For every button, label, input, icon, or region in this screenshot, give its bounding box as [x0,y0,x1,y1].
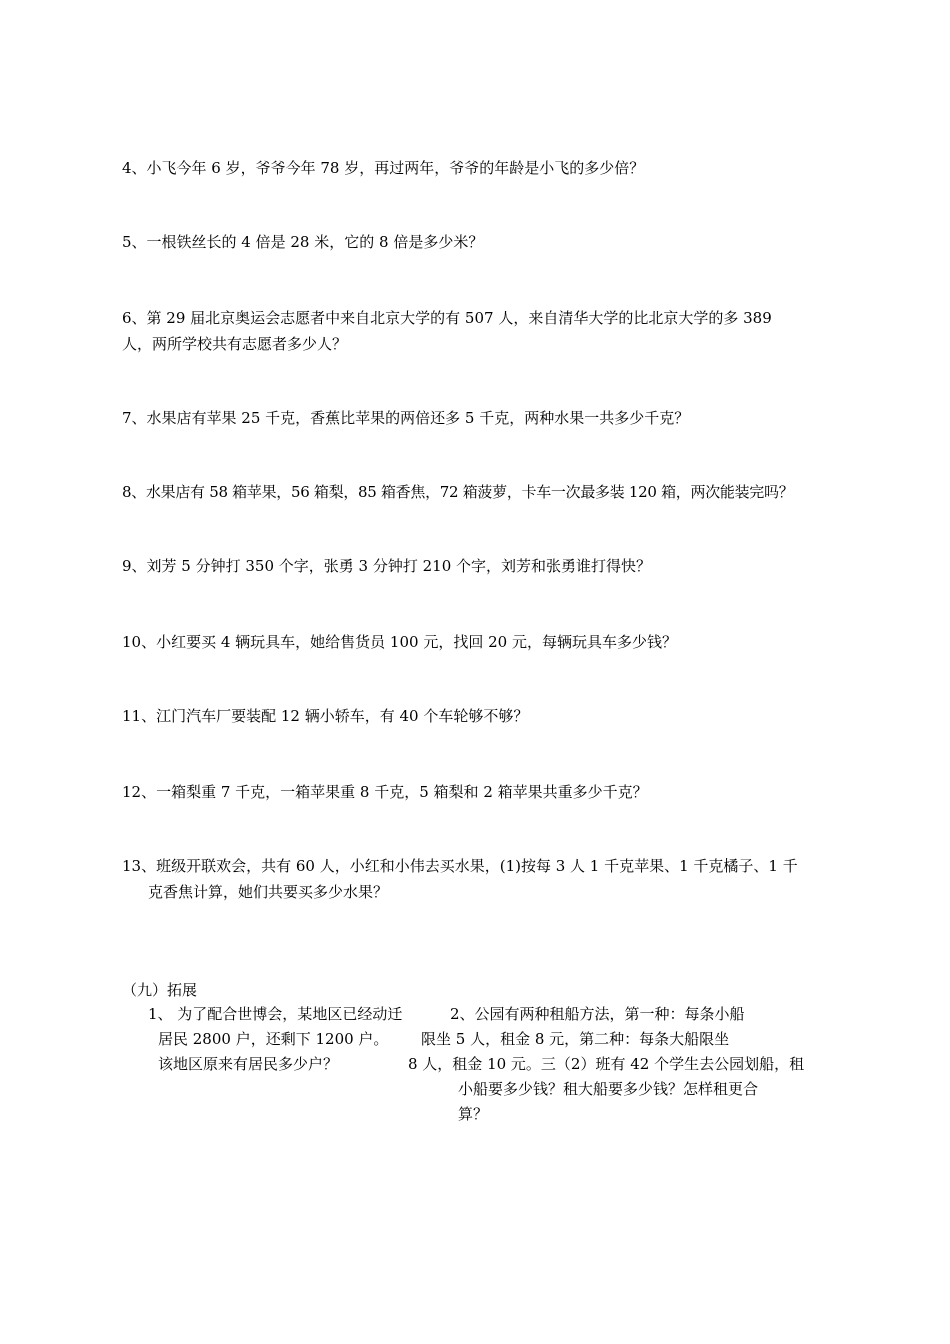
extension-q2-line-3: 8 人，租金 10 元。三（2）班有 42 个学生去公园划船，租 [408,1055,805,1073]
problem-13-line-1: 13、班级开联欢会，共有 60 人，小红和小伟去买水果，(1)按每 3 人 1 千克苹果、1 千克橘子、1 千 [122,857,798,875]
problem-11-line-1: 11、江门汽车厂要装配 12 辆小轿车，有 40 个车轮够不够？ [122,707,529,725]
problem-13-line-2: 克香焦计算，她们共要买多少水果？ [148,883,389,901]
problem-9-line-1: 9、刘芳 5 分钟打 350 个字，张勇 3 分钟打 210 个字，刘芳和张勇谁打得快？ [122,557,652,575]
extension-q2-line-4: 小船要多少钱？租大船要多少钱？怎样租更合 [458,1080,759,1098]
problem-6-line-2: 人，两所学校共有志愿者多少人？ [122,335,348,353]
extension-q1-line-1: 1、 为了配合世博会，某地区已经动迁 [148,1005,403,1023]
extension-q1-line-3: 该地区原来有居民多少户？ [158,1055,339,1073]
problem-12-line-1: 12、一箱梨重 7 千克，一箱苹果重 8 千克，5 箱梨和 2 箱苹果共重多少千克？ [122,783,648,801]
extension-q2-line-2: 限坐 5 人，租金 8 元，第二种：每条大船限坐 [421,1030,730,1048]
extension-q1-line-2: 居民 2800 户，还剩下 1200 户。 [158,1030,389,1048]
problem-5-line-1: 5、一根铁丝长的 4 倍是 28 米，它的 8 倍是多少米？ [122,233,484,251]
problem-6-line-1: 6、第 29 届北京奥运会志愿者中来自北京大学的有 507 人，来自清华大学的比北京大学的多 389 [122,309,772,327]
extension-q2-line-5: 算？ [458,1105,489,1123]
problem-4-line-1: 4、小飞今年 6 岁，爷爷今年 78 岁，再过两年，爷爷的年龄是小飞的多少倍？ [122,159,645,177]
extension-heading: （九）拓展 [122,981,198,999]
problem-10-line-1: 10、小红要买 4 辆玩具车，她给售货员 100 元，找回 20 元，每辆玩具车多少钱？ [122,633,677,651]
extension-q2-line-1: 2、公园有两种租船方法，第一种：每条小船 [450,1005,745,1023]
problem-7-line-1: 7、水果店有苹果 25 千克，香蕉比苹果的两倍还多 5 千克，两种水果一共多少千克？ [122,409,690,427]
problem-8-line-1: 8、水果店有 58 箱苹果，56 箱梨，85 箱香焦，72 箱菠萝，卡车一次最多装 120 箱，两次能装完吗？ [122,483,794,501]
